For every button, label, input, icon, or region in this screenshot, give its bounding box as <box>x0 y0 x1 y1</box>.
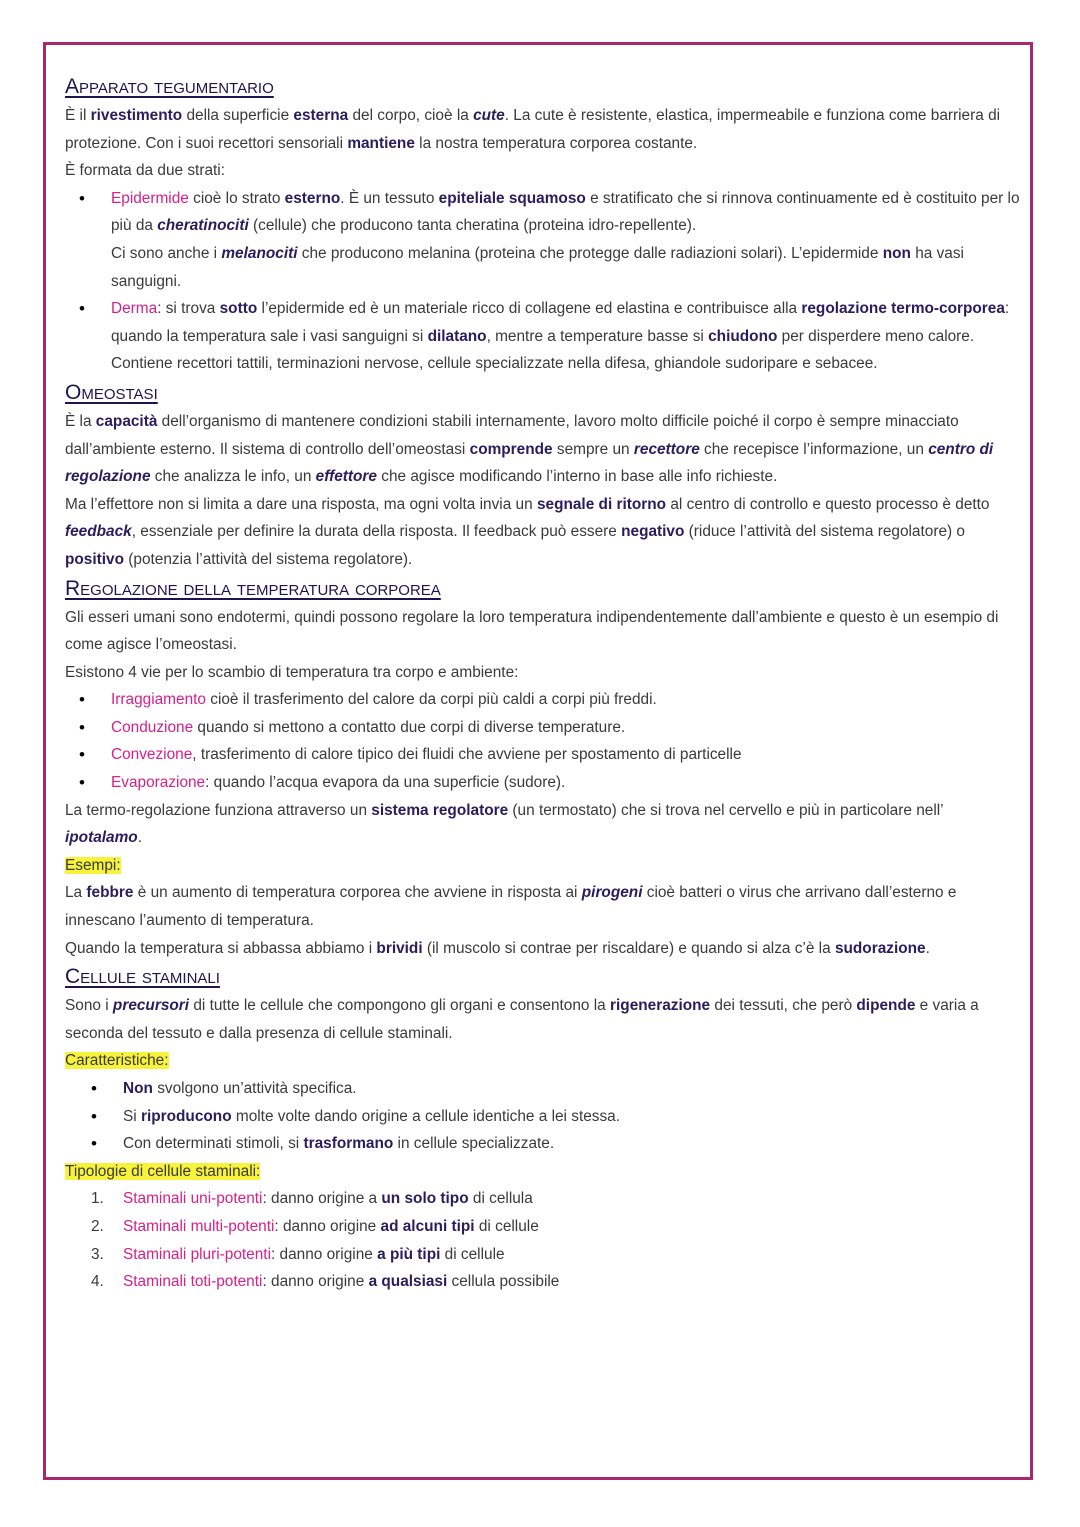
list-item: • Evaporazione: quando l’acqua evapora da una superficie (sudore). <box>65 769 1020 797</box>
list-item: • Conduzione quando si mettono a contatto due corpi di diverse temperature. <box>65 714 1020 742</box>
bullet-list <box>65 185 1020 378</box>
list-item: 4. Staminali toti-potenti: danno origine a qualsiasi cellula possibile <box>91 1273 560 1291</box>
paragraph: È la capacità dell’organismo di mantenere condizioni stabili internamente, lavoro molto difficile poiché il corpo è sempre minacciato dall’ambiente esterno. Il sistema di controllo dell’omeostasi comprende sempre un recettore che recepisce l’informazione, un centro di regolazione che analizza le info, un effettore che agisce modificando l’interno in base alle info richieste. <box>65 412 994 486</box>
list-item: 1. Staminali uni-potenti: danno origine a un solo tipo di cellula <box>91 1190 533 1208</box>
list-item-derma: • Derma: si trova sotto l’epidermide ed è un materiale ricco di collagene ed elastina e contribuisce alla regolazione termo-corporea: quando la temperatura sale i vasi sanguigni si dilatano, mentre a temperature basse si chiudono per disperdere meno calore. Contiene recettori tattili, terminazioni nervose, cellule specializzate nella difesa, ghiandole sudoripare e sebacee. <box>65 295 1020 378</box>
list-item: 2. Staminali multi-potenti: danno origine ad alcuni tipi di cellule <box>91 1217 539 1235</box>
numbered-list <box>65 1185 1020 1295</box>
paragraph: La termo-regolazione funziona attraverso un sistema regolatore (un termostato) che si trova nel cervello e più in particolare nell’ ipotalamo. <box>65 801 944 847</box>
list-item: • Irraggiamento cioè il trasferimento del calore da corpi più caldi a corpi più freddi. <box>65 686 1020 714</box>
paragraph: Esistono 4 vie per lo scambio di temperatura tra corpo e ambiente: <box>65 663 519 681</box>
section-title-omeostasi: Omeostasi <box>65 380 158 404</box>
bullet-list <box>65 1075 1020 1158</box>
paragraph: Gli esseri umani sono endotermi, quindi possono regolare la loro temperatura indipendentemente dall’ambiente e questo è un esempio di come agisce l’omeostasi. <box>65 608 999 654</box>
list-item: 3. Staminali pluri-potenti: danno origine a più tipi di cellule <box>91 1245 505 1263</box>
paragraph: È il rivestimento della superficie esterna del corpo, cioè la cute. La cute è resistente, elastica, impermeabile e funziona come barriera di protezione. Con i suoi recettori sensoriali mantiene la nostra temperatura corporea costante. <box>65 107 1001 152</box>
list-item: • Si riproducono molte volte dando origine a cellule identiche a lei stessa. <box>65 1103 1020 1131</box>
section-title-apparato-tegumentario: Apparato tegumentario <box>65 75 274 98</box>
list-item: • Con determinati stimoli, si trasformano in cellule specializzate. <box>65 1130 1020 1158</box>
list-item-epidermide: • Epidermide cioè lo strato esterno. È un tessuto epiteliale squamoso e stratificato che si rinnova continuamente ed è costituito per lo più da cheratinociti (cellule) che producono tanta cheratina (proteina idro-repellente). Ci sono anche i melanociti che producono melanina (proteina che protegge dalle radiazioni solari). L’epidermide non ha vasi sanguigni. <box>65 185 1020 295</box>
section-title-cellule-staminali: Cellule staminali <box>65 965 220 989</box>
paragraph: Ma l’effettore non si limita a dare una risposta, ma ogni volta invia un segnale di ritorno al centro di controllo e questo processo è detto feedback, essenziale per definire la durata della risposta. Il feedback può essere negativo (riduce l’attività del sistema regolatore) o positivo (potenzia l’attività del sistema regolatore). <box>65 495 990 568</box>
section-title-regolazione-temperatura: Regolazione della temperatura corporea <box>65 576 441 600</box>
document-body <box>65 72 1020 1296</box>
bullet-list <box>65 686 1020 796</box>
types-label: Tipologie di cellule staminali: <box>65 1162 261 1180</box>
list-item: • Non svolgono un’attività specifica. <box>65 1075 1020 1103</box>
examples-label: Esempi: <box>65 856 121 874</box>
paragraph: La febbre è un aumento di temperatura corporea che avviene in risposta ai pirogeni cioè batteri o virus che arrivano dall’esterno e innescano l’aumento di temperatura. <box>65 884 957 930</box>
features-label: Caratteristiche: <box>65 1052 169 1070</box>
paragraph: È formata da due strati: <box>65 162 225 180</box>
paragraph: Quando la temperatura si abbassa abbiamo i brividi (il muscolo si contrae per riscaldare) e quando si alza c’è la sudorazione. <box>65 939 930 957</box>
list-item: • Convezione, trasferimento di calore tipico dei fluidi che avviene per spostamento di particelle <box>65 741 1020 769</box>
paragraph: Sono i precursori di tutte le cellule che compongono gli organi e consentono la rigenerazione dei tessuti, che però dipende e varia a seconda del tessuto e dalla presenza di cellule staminali. <box>65 997 979 1042</box>
